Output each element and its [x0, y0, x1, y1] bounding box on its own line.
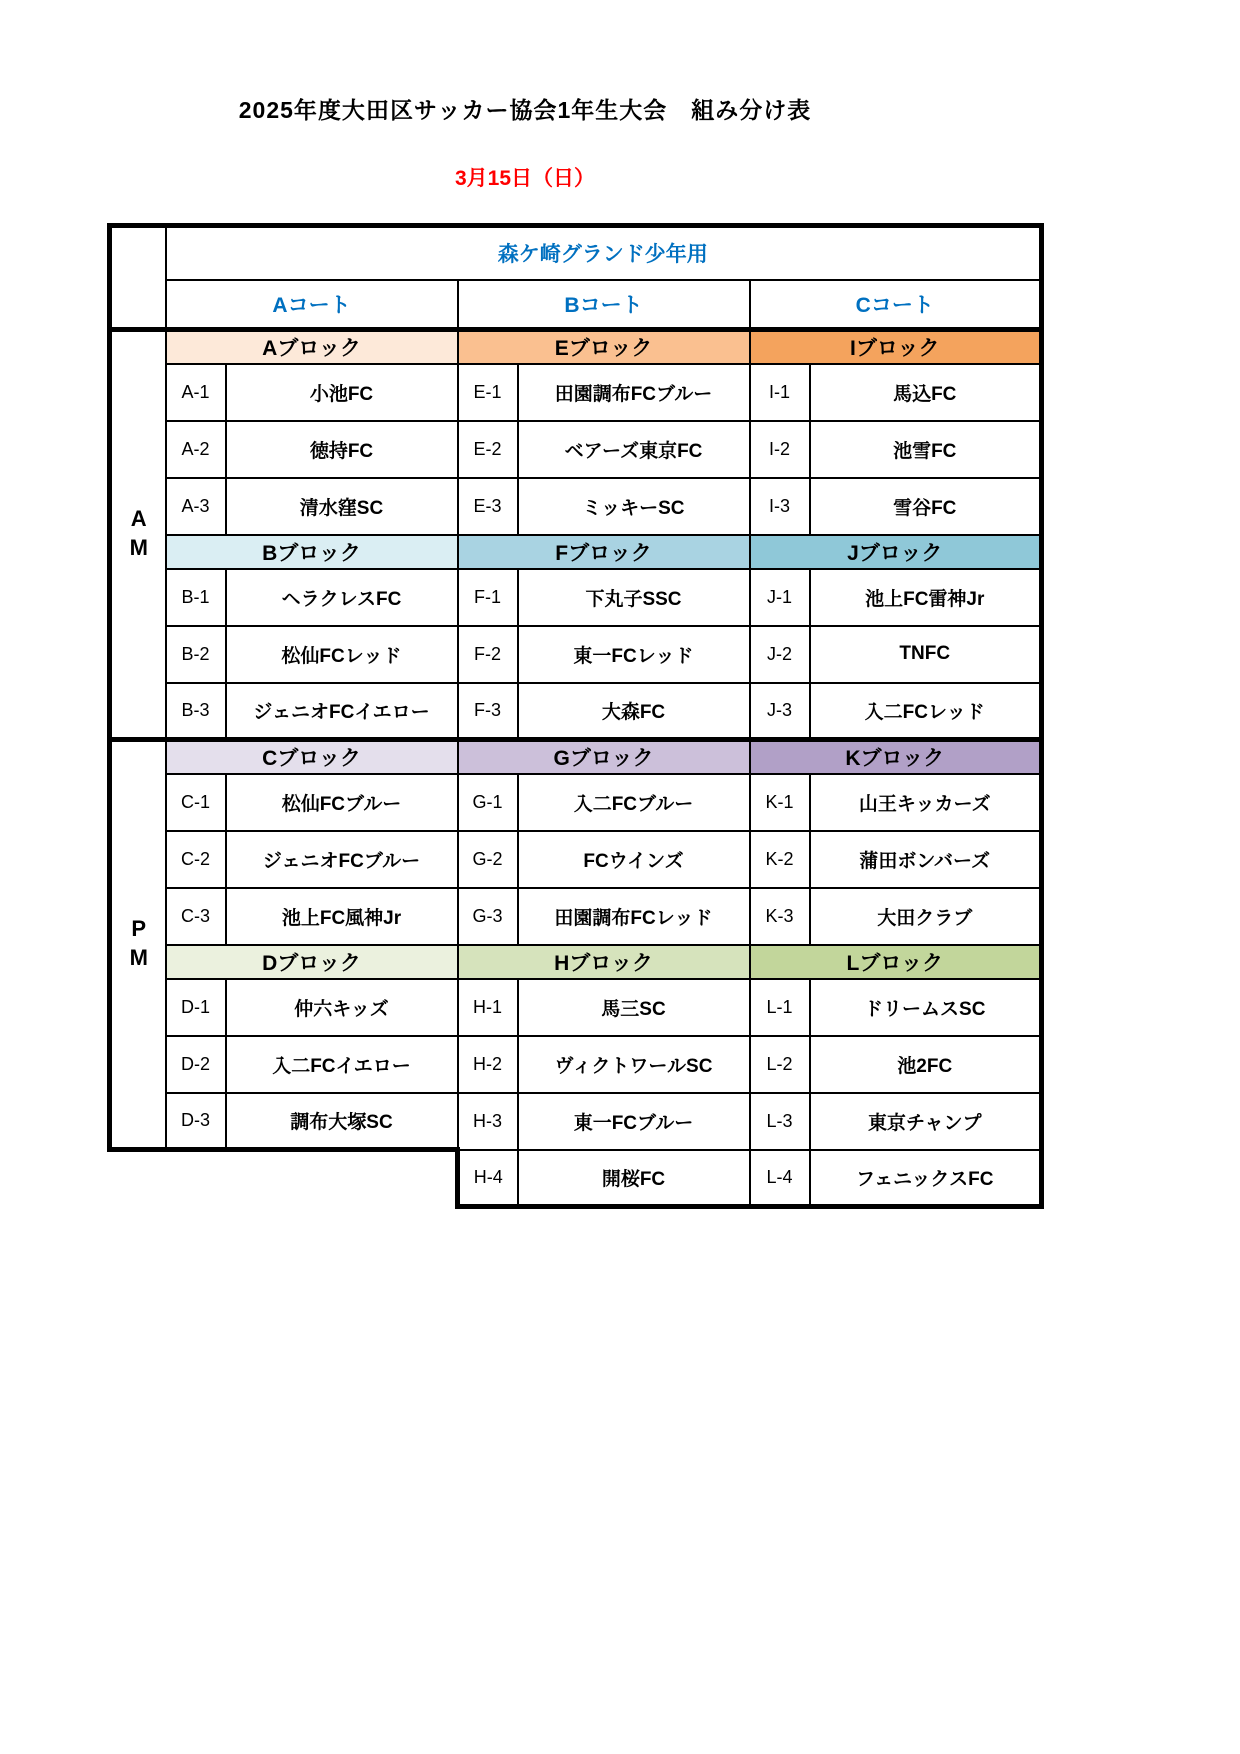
team-name-cell: フェニックスFC	[810, 1150, 1042, 1207]
team-no-cell: J-3	[750, 683, 810, 740]
team-name-cell: 入二FCレッド	[810, 683, 1042, 740]
block-header-k: Kブロック	[750, 740, 1042, 774]
block-header-e: Eブロック	[458, 330, 750, 364]
team-name-cell: ヴィクトワールSC	[518, 1036, 750, 1093]
team-no-cell: D-3	[166, 1093, 226, 1150]
team-no-cell: K-1	[750, 774, 810, 831]
team-no-cell: C-3	[166, 888, 226, 945]
team-no-cell: L-4	[750, 1150, 810, 1207]
team-name-cell: 松仙FCブルー	[226, 774, 458, 831]
block-header-b: Bブロック	[166, 535, 458, 569]
block-header-a: Aブロック	[166, 330, 458, 364]
team-no-cell: I-3	[750, 478, 810, 535]
session-cell-pm	[110, 740, 166, 1150]
team-no-cell: G-2	[458, 831, 518, 888]
team-no-cell: E-2	[458, 421, 518, 478]
team-no-cell: L-2	[750, 1036, 810, 1093]
corner-cell	[110, 226, 166, 330]
team-name-cell: 徳持FC	[226, 421, 458, 478]
block-header-h: Hブロック	[458, 945, 750, 979]
team-name-cell: 池2FC	[810, 1036, 1042, 1093]
team-name-cell: ミッキーSC	[518, 478, 750, 535]
team-no-cell: A-3	[166, 478, 226, 535]
team-no-cell: B-1	[166, 569, 226, 626]
block-header-l: Lブロック	[750, 945, 1042, 979]
session-label-pm: PM	[126, 915, 152, 974]
team-name-cell: 仲六キッズ	[226, 979, 458, 1036]
team-no-cell: G-3	[458, 888, 518, 945]
team-name-cell: FCウインズ	[518, 831, 750, 888]
block-header-j: Jブロック	[750, 535, 1042, 569]
team-no-cell: D-2	[166, 1036, 226, 1093]
team-name-cell: 池上FC雷神Jr	[810, 569, 1042, 626]
page-date: 3月15日（日）	[454, 167, 596, 190]
team-no-cell: F-2	[458, 626, 518, 683]
team-name-cell: TNFC	[810, 626, 1042, 683]
team-no-cell: F-1	[458, 569, 518, 626]
team-name-cell: ドリームスSC	[810, 979, 1042, 1036]
team-name-cell: 雪谷FC	[810, 478, 1042, 535]
team-name-cell: 馬三SC	[518, 979, 750, 1036]
team-no-cell: H-2	[458, 1036, 518, 1093]
team-no-cell: H-1	[458, 979, 518, 1036]
team-name-cell: 下丸子SSC	[518, 569, 750, 626]
block-header-i: Iブロック	[750, 330, 1042, 364]
team-name-cell: ジェニオFCイエロー	[226, 683, 458, 740]
team-name-cell: 池上FC風神Jr	[226, 888, 458, 945]
team-no-cell: J-2	[750, 626, 810, 683]
team-no-cell: I-1	[750, 364, 810, 421]
team-no-cell: C-1	[166, 774, 226, 831]
team-name-cell: 小池FC	[226, 364, 458, 421]
team-no-cell: F-3	[458, 683, 518, 740]
team-name-cell: ジェニオFCブルー	[226, 831, 458, 888]
team-name-cell: 調布大塚SC	[226, 1093, 458, 1150]
team-name-cell: 田園調布FCレッド	[518, 888, 750, 945]
venue-header: 森ケ崎グランド少年用	[166, 226, 1042, 280]
team-no-cell: L-3	[750, 1093, 810, 1150]
court-header-b: Bコート	[458, 280, 750, 330]
team-no-cell: A-1	[166, 364, 226, 421]
team-name-cell: 東一FCブルー	[518, 1093, 750, 1150]
page-title: 2025年度大田区サッカー協会1年生大会 組み分け表	[238, 97, 812, 123]
team-name-cell: 大森FC	[518, 683, 750, 740]
team-no-cell: D-1	[166, 979, 226, 1036]
team-no-cell: H-4	[458, 1150, 518, 1207]
team-no-cell: E-3	[458, 478, 518, 535]
grouping-table	[107, 223, 1044, 1209]
team-name-cell: 田園調布FCブルー	[518, 364, 750, 421]
block-header-c: Cブロック	[166, 740, 458, 774]
team-name-cell: 清水窪SC	[226, 478, 458, 535]
team-no-cell: H-3	[458, 1093, 518, 1150]
team-no-cell: B-2	[166, 626, 226, 683]
block-header-g: Gブロック	[458, 740, 750, 774]
team-name-cell: 蒲田ボンバーズ	[810, 831, 1042, 888]
team-name-cell: 入二FCブルー	[518, 774, 750, 831]
team-no-cell: L-1	[750, 979, 810, 1036]
block-header-f: Fブロック	[458, 535, 750, 569]
team-name-cell: 東一FCレッド	[518, 626, 750, 683]
team-name-cell: 開桜FC	[518, 1150, 750, 1207]
team-name-cell: 松仙FCレッド	[226, 626, 458, 683]
team-no-cell: G-1	[458, 774, 518, 831]
team-no-cell: J-1	[750, 569, 810, 626]
empty-space	[110, 1150, 458, 1207]
court-header-a: Aコート	[166, 280, 458, 330]
session-cell-am	[110, 330, 166, 740]
court-header-c: Cコート	[750, 280, 1042, 330]
team-no-cell: A-2	[166, 421, 226, 478]
team-name-cell: 馬込FC	[810, 364, 1042, 421]
team-name-cell: 大田クラブ	[810, 888, 1042, 945]
team-no-cell: B-3	[166, 683, 226, 740]
team-name-cell: 池雪FC	[810, 421, 1042, 478]
team-no-cell: E-1	[458, 364, 518, 421]
team-name-cell: ヘラクレスFC	[226, 569, 458, 626]
team-name-cell: 入二FCイエロー	[226, 1036, 458, 1093]
team-no-cell: K-3	[750, 888, 810, 945]
team-no-cell: K-2	[750, 831, 810, 888]
session-label-am: AM	[126, 505, 152, 564]
team-name-cell: 山王キッカーズ	[810, 774, 1042, 831]
team-name-cell: ベアーズ東京FC	[518, 421, 750, 478]
block-header-d: Dブロック	[166, 945, 458, 979]
team-name-cell: 東京チャンプ	[810, 1093, 1042, 1150]
team-no-cell: I-2	[750, 421, 810, 478]
team-no-cell: C-2	[166, 831, 226, 888]
